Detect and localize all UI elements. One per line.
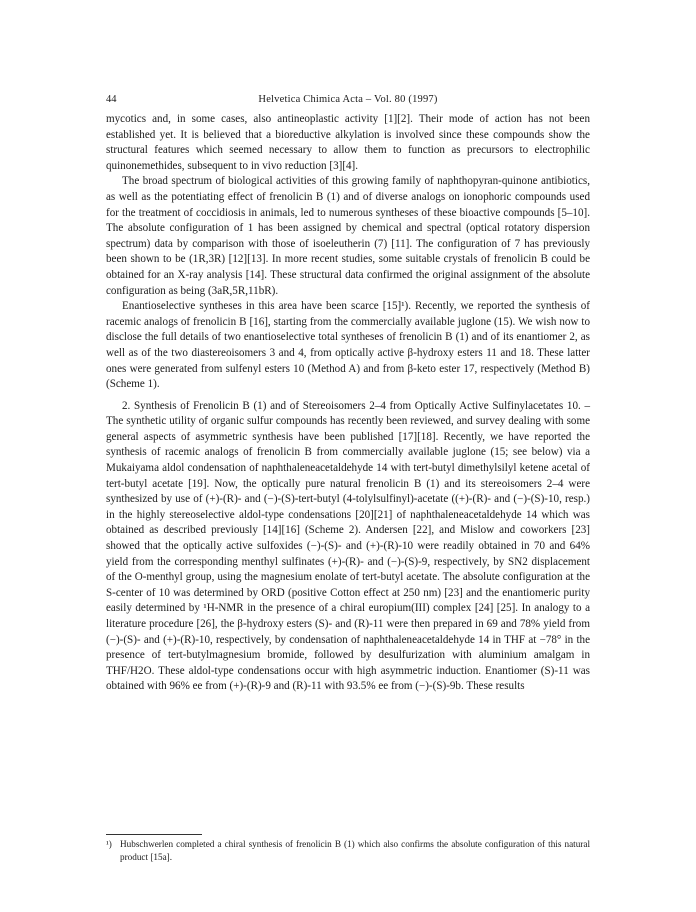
paragraph: mycotics and, in some cases, also antineoplastic activity [1][2]. Their mode of action has not been established yet. It is believed that a bioreductive alkylation is involved since these compounds show the structural features which seemed necessary to allow them to function as precursors to electrophilic quinonemethides, subsequent to in vivo reduction [3][4]. xyxy=(106,113,590,172)
section-paragraph: 2. Synthesis of Frenolicin B (1) and of Stereoisomers 2–4 from Optically Active Sulfinylacetates 10. – The synthetic utility of organic sulfur compounds has recently been reviewed, and survey dealing with some general aspects of asymmetric synthesis have been published [17][18]. Recently, we have reported the synthesis of racemic analogs of frenolicin B from commercially available juglone (15; see below) via a Mukaiyama aldol condensation of naphthaleneacetaldehyde 14 with tert-butyl dimethylsilyl ketene acetal of tert-butyl acetate [19]. Now, the optically pure natural frenolicin B (1) and its stereoisomers 2–4 were synthesized by use of (+)-(R)- and (−)-(S)-tert-butyl (4-tolylsulfinyl)-acetate ((+)-(R)- and (−)-(S)-10, resp.) in the highly stereoselective aldol-type condensations [20][21] of naphthaleneacetaldehyde 14 which was obtained as described previously [14][16] (Scheme 2). Andersen [22], and Mislow and coworkers [23] showed that the optically active sulfoxides (−)-(S)- and (+)-(R)-10 were readily obtained in 70 and 64% yield from the corresponding menthyl sulfinates (+)-(R)- and (−)-(S)-9, respectively, by SN2 displacement of the O-menthyl group, using the magnesium enolate of tert-butyl acetate. The absolute configuration at the S-center of 10 was determined by ORD (positive Cotton effect at 250 nm) [23] and the enantiomeric purity easily determined by ¹H-NMR in the presence of a chiral europium(III) complex [24] [25]. In analogy to a literature procedure [26], the β-hydroxy esters (S)- and (R)-11 were then prepared in 69 and 78% yield from (−)-(S)- and (+)-(R)-10, respectively, by condensation of naphthaleneacetaldehyde 14 in THF at −78° in the presence of tert-butylmagnesium bromide, followed by desulfurization with aluminium amalgam in THF/H2O. These aldol-type condensations occur with high asymmetric induction. Enantiomer (S)-11 was obtained with 96% ee from (+)-(R)-9 and (R)-11 with 93.5% ee from (−)-(S)-9b. These results xyxy=(106,399,590,693)
paragraph: Enantioselective syntheses in this area have been scarce [15]¹). Recently, we reported the synthesis of racemic analogs of frenolicin B [16], starting from the commercially available juglone (15). We wish now to disclose the full details of two enantioselective total syntheses of frenolicin B (1) and of its enantiomer 2, as well as of the two diastereoisomers 3 and 4, from optically active β-hydroxy esters 11 and 18. These latter ones were generated from sulfenyl esters 10 (Method A) and from β-keto ester 17, respectively (Method B) (Scheme 1). xyxy=(106,300,590,391)
article-body xyxy=(106,112,590,695)
page-number: 44 xyxy=(106,94,117,105)
footnote-divider xyxy=(106,834,202,835)
footnote-mark: ¹) xyxy=(106,839,112,849)
footnote-text: Hubschwerlen completed a chiral synthesis of frenolicin B (1) which also confirms the absolute configuration of this natural product [15a]. xyxy=(120,839,590,862)
footnote xyxy=(106,838,590,863)
paragraph: The broad spectrum of biological activities of this growing family of naphthopyran-quinone antibiotics, as well as the potentiating effect of frenolicin B (1) and of diverse analogs on ionophoric compounds used for the treatment of coccidiosis in animals, led to numerous syntheses of these bioactive compounds [5–10]. The absolute configuration of 1 has been assigned by chemical and spectral (optical rotatory dispersion spectrum) data by comparison with those of isoeleutherin (7) [11]. The configuration of 7 has previously been shown to be (1R,3R) [12][13]. In more recent studies, some suitable crystals of frenolicin B could be obtained for an X-ray analysis [14]. These structural data confirmed the original assignment of the absolute configuration as being (3aR,5R,11bR). xyxy=(106,175,590,297)
running-head: Helvetica Chimica Acta – Vol. 80 (1997) xyxy=(258,94,438,105)
page-header xyxy=(106,92,590,108)
